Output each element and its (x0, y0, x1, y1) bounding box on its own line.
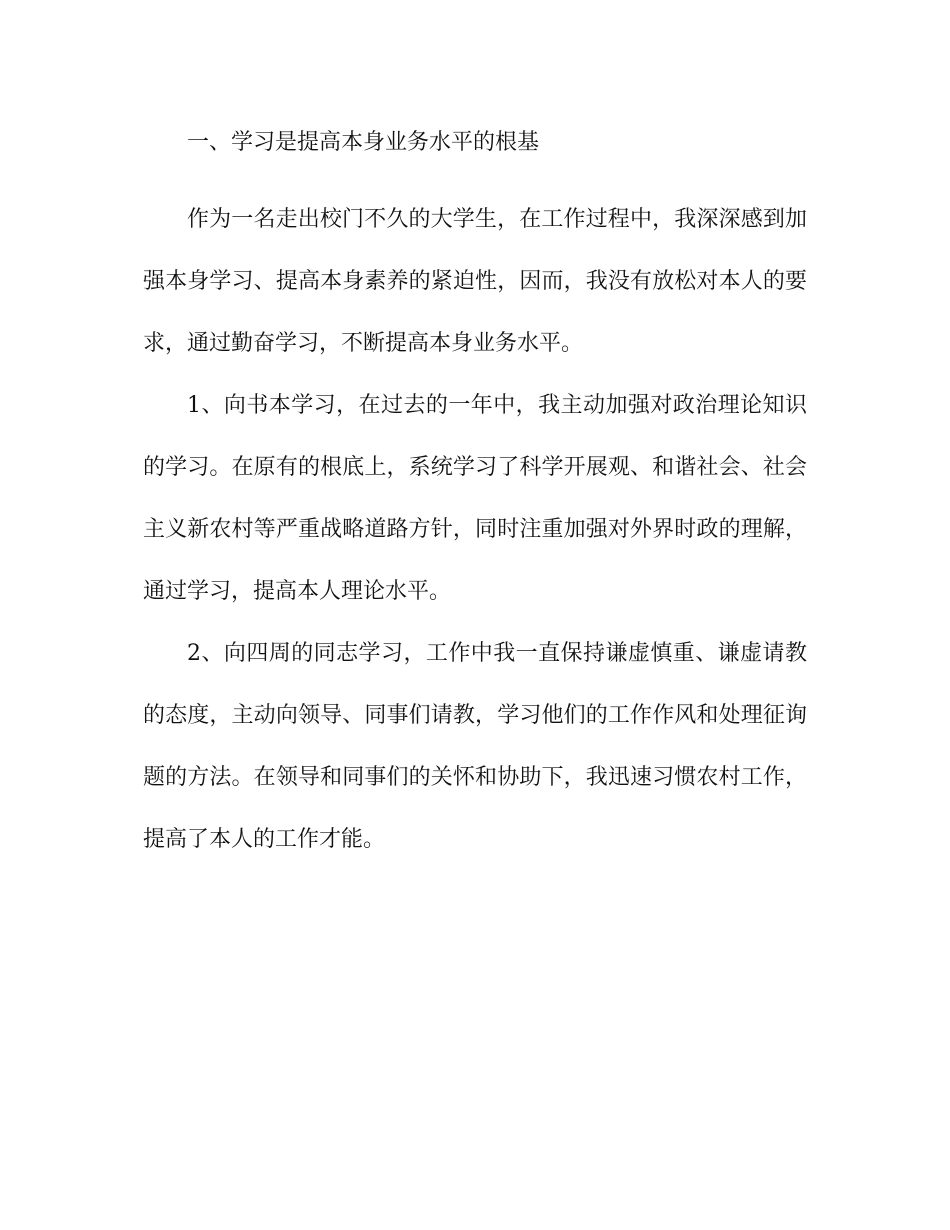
document-body (143, 126, 807, 871)
paragraph-colleague-learning: 2、向四周的同志学习，工作中我一直保持谦虚慎重、谦虚请教的态度，主动向领导、同事们请教，学习他们的工作作风和处理征询题的方法。在领导和同事们的关怀和协助下，我迅速习惯农村工作，提高了本人的工作才能。 (143, 641, 807, 852)
section-heading: 一、学习是提高本身业务水平的根基 (187, 130, 540, 155)
paragraph-intro: 作为一名走出校门不久的大学生，在工作过程中，我深深感到加强本身学习、提高本身素养的紧迫性，因而，我没有放松对本人的要求，通过勤奋学习，不断提高本身业务水平。 (143, 207, 807, 356)
paragraph-book-learning: 1、向书本学习，在过去的一年中，我主动加强对政治理论知识的学习。在原有的根底上，系统学习了科学开展观、和谐社会、社会主义新农村等严重战略道路方针，同时注重加强对外界时政的理解，通过学习，提高本人理论水平。 (143, 393, 807, 604)
